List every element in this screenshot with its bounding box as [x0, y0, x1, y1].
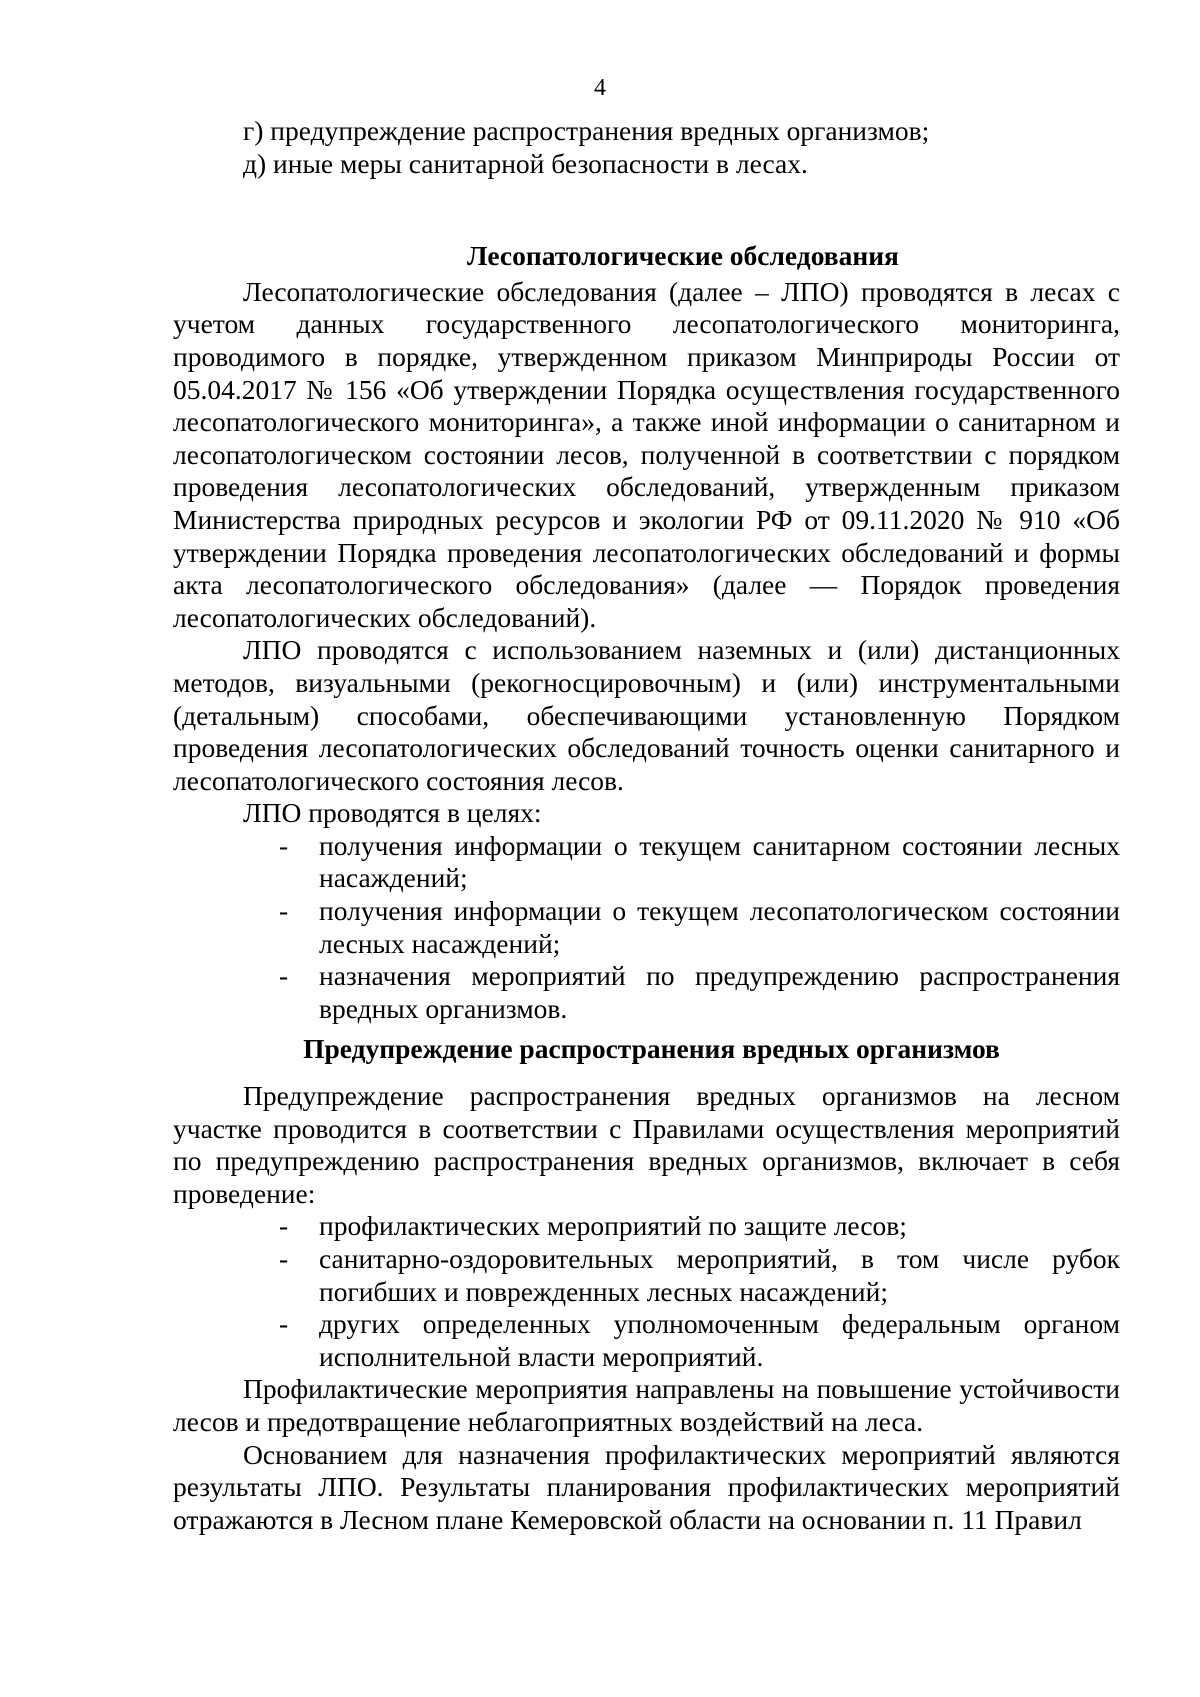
list-item: [173, 1243, 1120, 1308]
list-item: [173, 1308, 1120, 1373]
page-number: 4: [594, 75, 606, 101]
paragraph-preventive-basis: Основанием для назначения профилактических мероприятий являются результаты ЛПО. Результаты планирования профилактических мероприятий отражаются в Лесном плане Кемеровской области на основании п. 11 Правил: [173, 1438, 1120, 1535]
intro-item-d: д) иные меры санитарной безопасности в лесах.: [243, 147, 808, 179]
paragraph-preventive-purpose: Профилактические мероприятия направлены на повышение устойчивости лесов и предотвращение неблагоприятных воздействий на леса.: [173, 1373, 1120, 1437]
list-item-text: назначения мероприятий по предупреждению распространения вредных организмов.: [319, 960, 1120, 1024]
paragraph-lpo-methods: ЛПО проводятся с использованием наземных и (или) дистанционных методов, визуальными (рекогносцировочным) и (или) инструментальными (детальным) способами, обеспечивающими установленную Порядком проведения лесопатологических обследований точность оценки санитарного и лесопатологического состояния лесов.: [173, 634, 1120, 796]
list-item: [173, 1210, 1120, 1243]
list-dash-marker: -: [279, 895, 289, 927]
paragraph-prevention-intro: Предупреждение распространения вредных организмов на лесном участке проводится в соответствии с Правилами осуществления мероприятий по предупреждению распространения вредных организмов, включает в себя проведение:: [173, 1080, 1120, 1209]
prevention-measures-list: [173, 1210, 1120, 1373]
list-item-text: профилактических мероприятий по защите лесов;: [319, 1210, 907, 1242]
paragraph-lpo-definition: Лесопатологические обследования (далее – ЛПО) проводятся в лесах с учетом данных государственного лесопатологического мониторинга, проводимого в порядке, утвержденном приказом Минприроды России от 05.04.2017 № 156 «Об утверждении Порядка осуществления государственного лесопатологического мониторинга», а также иной информации о санитарном и лесопатологическом состоянии лесов, полученной в соответствии с порядком проведения лесопатологических обследований, утвержденным приказом Министерства природных ресурсов и экологии РФ от 09.11.2020 № 910 «Об утверждении Порядка проведения лесопатологических обследований и формы акта лесопатологического обследования» (далее — Порядок проведения лесопатологических обследований).: [173, 275, 1120, 633]
list-dash-marker: -: [279, 1210, 289, 1242]
list-dash-marker: -: [279, 1243, 289, 1274]
list-item-text: получения информации о текущем лесопатологическом состоянии лесных насаждений;: [319, 895, 1120, 959]
list-item-text: санитарно-оздоровительных мероприятий, в том числе рубок погибших и поврежденных лесных насаждений;: [319, 1243, 1120, 1307]
list-item-text: других определенных уполномоченным федеральным органом исполнительной власти мероприятий.: [319, 1308, 1120, 1372]
list-dash-marker: -: [279, 829, 289, 861]
list-dash-marker: -: [279, 960, 289, 992]
section-heading-pest-prevention: Предупреждение распространения вредных организмов: [303, 1033, 1000, 1065]
list-item: [173, 960, 1120, 1025]
intro-item-g: г) предупреждение распространения вредных организмов;: [243, 115, 930, 146]
section-heading-forest-pathology-surveys: Лесопатологические обследования: [467, 240, 899, 272]
list-item: [173, 895, 1120, 960]
list-dash-marker: -: [279, 1308, 289, 1340]
document-body: [173, 115, 1120, 1536]
list-item: [173, 830, 1120, 895]
section-gap: [173, 180, 1120, 240]
list-item-text: получения информации о текущем санитарном состоянии лесных насаждений;: [319, 829, 1120, 894]
lpo-goals-list: [173, 830, 1120, 1026]
paragraph-lpo-goals-intro: ЛПО проводятся в целях:: [243, 797, 542, 829]
